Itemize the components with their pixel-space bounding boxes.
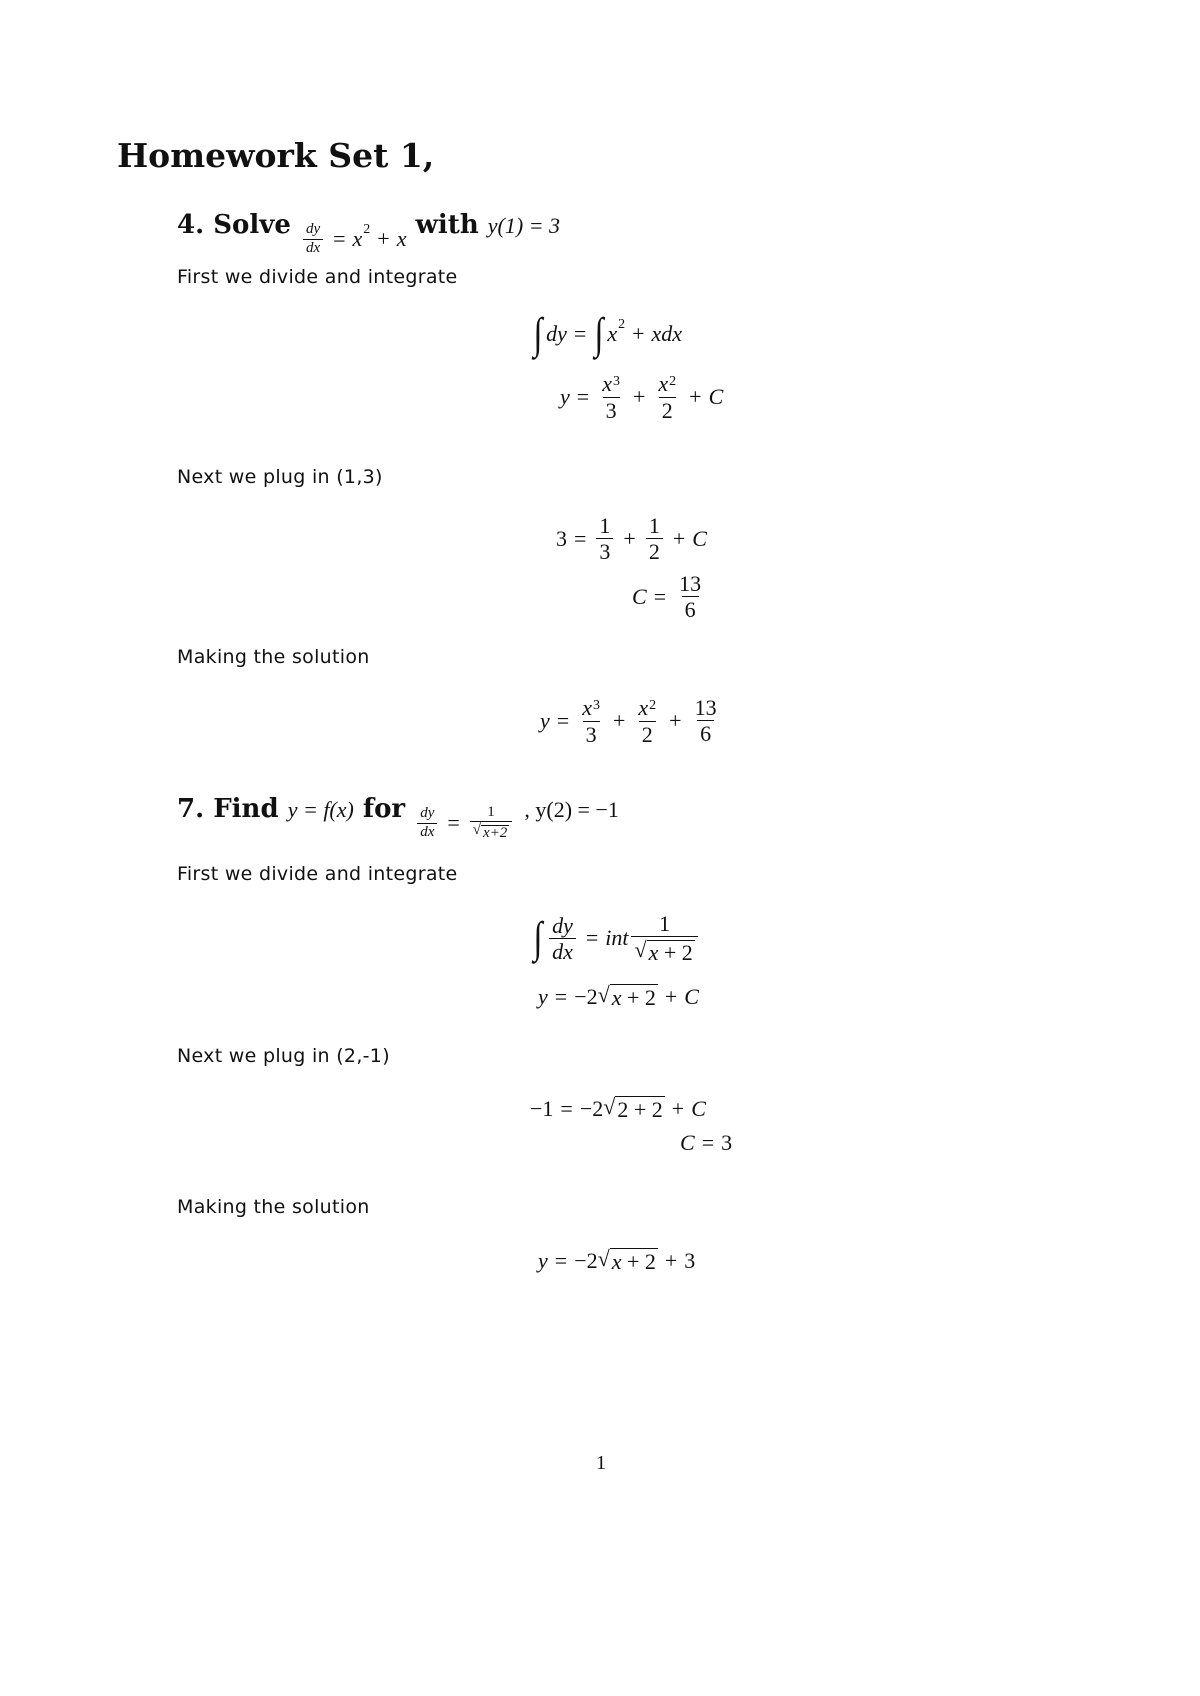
problem-7-for: for — [362, 794, 406, 824]
problem-7-step3-text: Making the solution — [177, 1196, 370, 1218]
problem-4-antiderivative: y = $\frac{x^3}{3}$ + $\frac{x^2}{2}$ + C — [560, 371, 724, 423]
problem-4-with: with — [415, 210, 479, 240]
problem-7-heading: 7. Find y = f(x) for $\frac{dy}{dx}$ = 1 √ x+2 , y(2) = −1 — [177, 794, 619, 842]
problem-4-step2-text: Next we plug in (1,3) — [177, 466, 383, 488]
problem-4-integral: ∫ dy = ∫ x 2 + xdx — [533, 309, 683, 358]
problem-7-verb: Find — [213, 794, 279, 824]
page-number: 1 — [596, 1452, 606, 1474]
problem-7-integral: ∫ $\frac{dy}{dx}$ = int 1 √ x + 2 — [532, 912, 701, 964]
problem-4-heading: 4. Solve $\frac{dy}{dx}$ = x 2 + x with y(1) = 3 — [177, 210, 561, 256]
problem-7-int-word: int — [605, 925, 629, 951]
problem-7-number: 7. — [177, 794, 205, 824]
problem-4-solution: y = $\frac{x^3}{3}$ + $\frac{x^2}{2}$ + $\frac{13}{6}$ — [540, 695, 717, 747]
problem-7-step1-text: First we divide and integrate — [177, 863, 458, 885]
problem-4-number: 4. — [177, 210, 205, 240]
problem-4-constant: C = $\frac{13}{6}$ — [632, 571, 702, 623]
problem-4-plug-in: 3 = $\frac{1}{3}$ + $\frac{1}{2}$ + C — [556, 513, 707, 565]
problem-4-verb: Solve — [213, 210, 291, 240]
problem-7-antiderivative: y = −2 √ x + 2 + C — [538, 982, 699, 1010]
problem-7-solution: y = −2 √ x + 2 + 3 — [538, 1246, 696, 1274]
problem-7-function: y = f(x) — [287, 797, 354, 822]
problem-4-condition: y(1) = 3 — [487, 213, 561, 238]
problem-7-plug-in: −1 = −2 √ 2 + 2 + C — [530, 1094, 706, 1122]
problem-7-constant: C = 3 — [680, 1130, 733, 1155]
problem-4-step1-text: First we divide and integrate — [177, 266, 458, 288]
problem-7-step2-text: Next we plug in (2,-1) — [177, 1045, 390, 1067]
page-title: Homework Set 1, — [117, 136, 435, 175]
problem-4-step3-text: Making the solution — [177, 646, 370, 668]
problem-7-condition: , y(2) = −1 — [524, 797, 619, 822]
